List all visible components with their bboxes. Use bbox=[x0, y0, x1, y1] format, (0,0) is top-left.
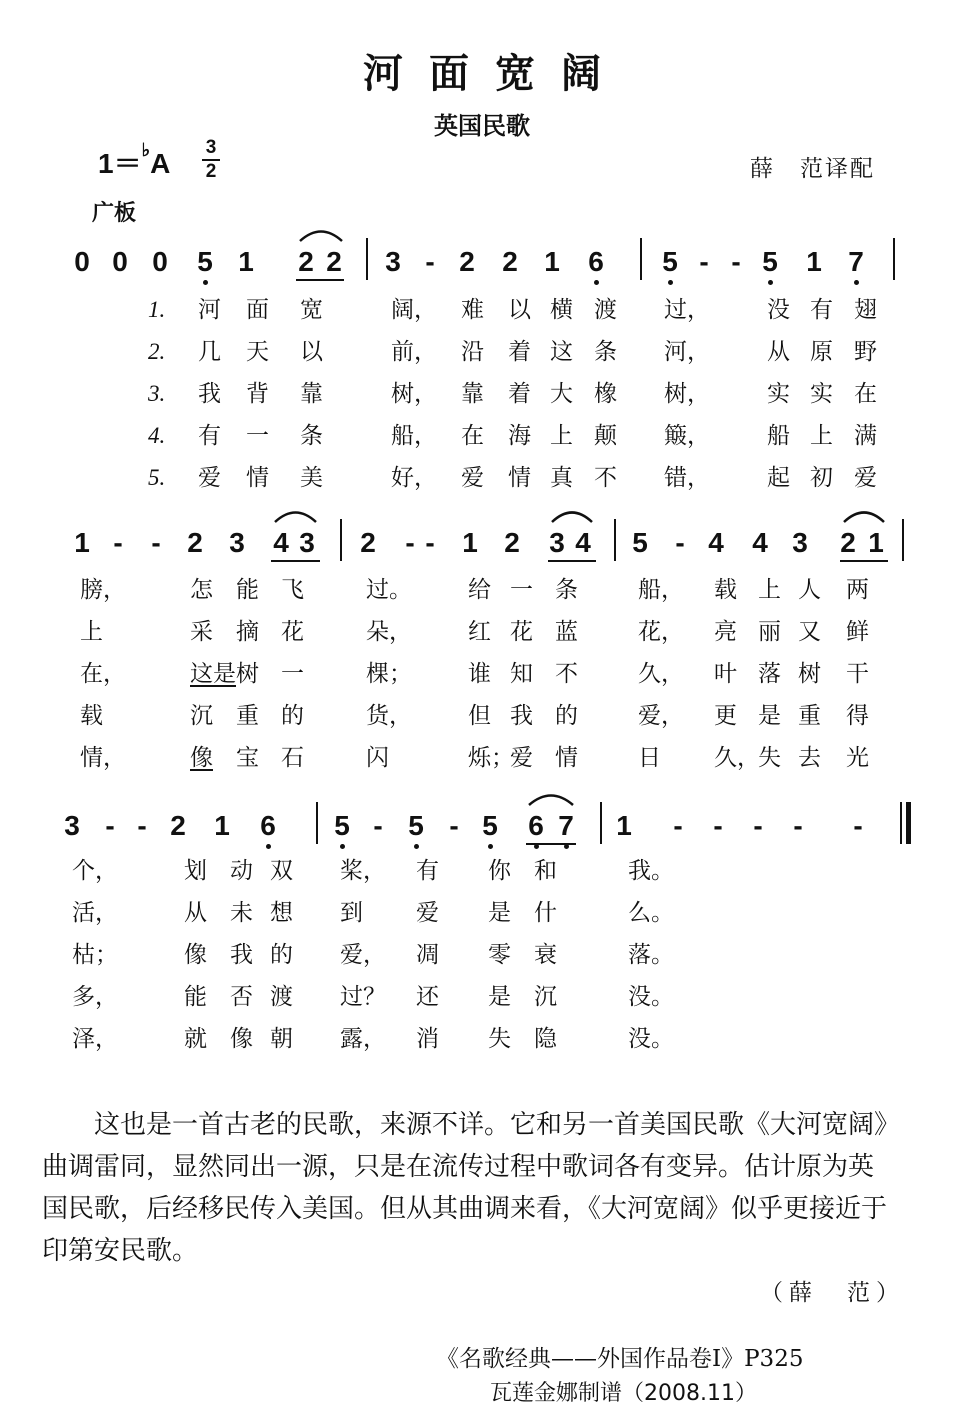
lyric-syllable: 朵， bbox=[366, 619, 412, 645]
lyric-syllable: 像 bbox=[190, 745, 213, 771]
lyric-syllable: 没。 bbox=[628, 1026, 674, 1052]
bar-line bbox=[366, 238, 368, 280]
lyric-syllable: 枯； bbox=[72, 942, 118, 968]
note: 2 bbox=[298, 246, 314, 277]
lyric-syllable: 好， bbox=[391, 465, 437, 491]
lyric-syllable: 像 bbox=[184, 942, 207, 968]
note: 7 bbox=[841, 246, 871, 278]
dash-note: - bbox=[425, 246, 435, 277]
time-bottom: 2 bbox=[205, 161, 217, 182]
lyric-syllable: 初 bbox=[810, 465, 833, 491]
lyric-syllable: 船， bbox=[638, 577, 684, 603]
lyric-syllable: 不 bbox=[555, 661, 578, 687]
note: 2 bbox=[170, 810, 186, 841]
lyric-syllable: 沿 bbox=[461, 339, 484, 365]
verse-number: 4. bbox=[148, 423, 166, 448]
note: 2 bbox=[459, 246, 475, 277]
note: 3 bbox=[64, 810, 80, 841]
lyric-syllable: 上 bbox=[810, 423, 833, 449]
note: 2 bbox=[187, 527, 203, 558]
note: 4 bbox=[575, 527, 591, 558]
lyric-syllable: 蓝 bbox=[555, 619, 578, 645]
note: 1 bbox=[462, 527, 478, 558]
lyric-syllable: 美 bbox=[300, 465, 323, 491]
slur-arc bbox=[273, 509, 318, 523]
note: 6 bbox=[253, 810, 283, 842]
lyric-syllable: 朝 bbox=[270, 1026, 293, 1052]
lyric-syllable: 颠 bbox=[594, 423, 617, 449]
key-prefix: 1＝ bbox=[98, 148, 142, 179]
lyric-syllable: 多， bbox=[72, 984, 118, 1010]
lyric-syllable: 的 bbox=[270, 942, 293, 968]
time-top: 3 bbox=[205, 137, 217, 158]
slur-arc bbox=[527, 792, 575, 806]
dash-note: - bbox=[675, 527, 685, 558]
note: 5 bbox=[401, 810, 431, 842]
lyric-syllable: 沉 bbox=[534, 984, 557, 1010]
lyric-syllable: 消 bbox=[416, 1026, 439, 1052]
dash-note: - bbox=[713, 810, 723, 841]
note: 5 bbox=[755, 246, 785, 278]
lyric-syllable: 载 bbox=[80, 703, 103, 729]
slur-arc bbox=[550, 509, 594, 523]
dash-note: - bbox=[151, 527, 161, 558]
lyric-syllable: 落。 bbox=[628, 942, 674, 968]
lyric-syllable: 花 bbox=[510, 619, 533, 645]
lyric-syllable: 是 bbox=[758, 703, 781, 729]
lyric-syllable: 实 bbox=[767, 381, 790, 407]
lyric-syllable: 光 bbox=[846, 745, 869, 771]
dash-note: - bbox=[137, 810, 147, 841]
lyric-syllable: 亮 bbox=[714, 619, 737, 645]
lyric-syllable: 在 bbox=[461, 423, 484, 449]
lyric-syllable: 从 bbox=[184, 900, 207, 926]
note: 0 bbox=[152, 246, 168, 277]
lyric-syllable: 背 bbox=[246, 381, 269, 407]
lyric-syllable: 你 bbox=[488, 858, 511, 884]
lyric-syllable: 飞 bbox=[281, 577, 304, 603]
lyric-syllable: 花 bbox=[281, 619, 304, 645]
note: 1 bbox=[806, 246, 822, 277]
lyric-syllable: 过？ bbox=[340, 984, 386, 1010]
verse-number: 2. bbox=[148, 339, 166, 364]
lyric-syllable: 泽， bbox=[72, 1026, 118, 1052]
lyric-syllable: 谁 bbox=[468, 661, 491, 687]
lyric-syllable: 未 bbox=[230, 900, 253, 926]
lyric-syllable: 靠 bbox=[300, 381, 323, 407]
lyric-syllable: 久， bbox=[714, 745, 760, 771]
note: 4 bbox=[708, 527, 724, 558]
lyric-syllable: 一 bbox=[281, 661, 304, 687]
lyric-syllable: 动 bbox=[230, 858, 253, 884]
lyric-syllable: 怎 bbox=[190, 577, 213, 603]
lyric-syllable: 不 bbox=[594, 465, 617, 491]
lyric-syllable: 上 bbox=[80, 619, 103, 645]
lyric-syllable: 真 bbox=[550, 465, 573, 491]
lyric-syllable: 大 bbox=[550, 381, 573, 407]
note: 5 bbox=[190, 246, 220, 278]
lyric-syllable: 桨， bbox=[340, 858, 386, 884]
lyric-syllable: 像 bbox=[230, 1026, 253, 1052]
lyric-syllable: 爱 bbox=[510, 745, 533, 771]
lyric-syllable: 划 bbox=[184, 858, 207, 884]
note: 1 bbox=[868, 527, 884, 558]
lyric-syllable: 簸， bbox=[664, 423, 710, 449]
lyric-syllable: 树， bbox=[391, 381, 437, 407]
lyric-syllable: 情 bbox=[508, 465, 531, 491]
lyric-syllable: 载 bbox=[714, 577, 737, 603]
lyric-syllable: 横 bbox=[550, 297, 573, 323]
lyric-syllable: 爱 bbox=[198, 465, 221, 491]
note: 1 bbox=[544, 246, 560, 277]
note: 3 bbox=[229, 527, 245, 558]
note: 3 bbox=[299, 527, 315, 558]
lyric-syllable: 否 bbox=[230, 984, 253, 1010]
lyric-syllable: 干 bbox=[846, 661, 869, 687]
note: 2 bbox=[326, 246, 342, 277]
lyric-syllable: 有 bbox=[198, 423, 221, 449]
lyric-syllable: 我 bbox=[198, 381, 221, 407]
bar-line bbox=[902, 519, 904, 561]
slur-arc bbox=[842, 509, 886, 523]
lyric-syllable: 海 bbox=[508, 423, 531, 449]
lyric-syllable: 一 bbox=[510, 577, 533, 603]
lyric-syllable: 宽 bbox=[300, 297, 323, 323]
final-bar-line bbox=[900, 802, 902, 844]
note: 1 bbox=[214, 810, 230, 841]
lyric-syllable: 个， bbox=[72, 858, 118, 884]
lyric-syllable: 久， bbox=[638, 661, 684, 687]
lyric-syllable: 错， bbox=[664, 465, 710, 491]
verse-number: 1. bbox=[148, 297, 166, 322]
lyric-syllable: 重 bbox=[798, 703, 821, 729]
lyric-syllable: 前， bbox=[391, 339, 437, 365]
translator-credit: 薛 范译配 bbox=[750, 156, 875, 182]
lyric-syllable: 就 bbox=[184, 1026, 207, 1052]
lyric-syllable: 情 bbox=[246, 465, 269, 491]
lyric-syllable: 树 bbox=[236, 661, 259, 687]
commentary bbox=[42, 1104, 897, 1272]
dash-note: - bbox=[753, 810, 763, 841]
lyric-syllable: 两 bbox=[846, 577, 869, 603]
note: 7 bbox=[551, 810, 581, 842]
lyric-syllable: 活， bbox=[72, 900, 118, 926]
dash-note: - bbox=[405, 527, 415, 558]
dash-note: - bbox=[853, 810, 863, 841]
lyric-syllable: 能 bbox=[236, 577, 259, 603]
lyric-syllable: 但 bbox=[468, 703, 491, 729]
dash-note: - bbox=[449, 810, 459, 841]
lyric-syllable: 以 bbox=[300, 339, 323, 365]
lyric-syllable: 露， bbox=[340, 1026, 386, 1052]
note: 2 bbox=[504, 527, 520, 558]
lyric-syllable: 靠 bbox=[461, 381, 484, 407]
lyric-syllable: 去 bbox=[798, 745, 821, 771]
verse-number: 5. bbox=[148, 465, 166, 490]
lyric-syllable: 货， bbox=[366, 703, 412, 729]
note: 5 bbox=[655, 246, 685, 278]
final-bar-line-thick bbox=[906, 802, 911, 844]
lyric-syllable: 我 bbox=[230, 942, 253, 968]
lyric-syllable: 在， bbox=[80, 661, 126, 687]
dash-note: - bbox=[673, 810, 683, 841]
note: 2 bbox=[360, 527, 376, 558]
lyric-syllable: 隐 bbox=[534, 1026, 557, 1052]
eighth-underline bbox=[271, 560, 320, 562]
dash-note: - bbox=[113, 527, 123, 558]
lyric-syllable: 闪 bbox=[366, 745, 389, 771]
lyric-syllable: 这 bbox=[550, 339, 573, 365]
lyric-syllable: 爱， bbox=[638, 703, 684, 729]
note: 0 bbox=[74, 246, 90, 277]
lyric-syllable: 我。 bbox=[628, 858, 674, 884]
lyric-syllable: 衰 bbox=[534, 942, 557, 968]
lyric-syllable: 船 bbox=[767, 423, 790, 449]
bar-line bbox=[640, 238, 642, 280]
lyric-syllable: 着 bbox=[508, 381, 531, 407]
lyric-syllable: 鲜 bbox=[846, 619, 869, 645]
lyric-syllable: 着 bbox=[508, 339, 531, 365]
lyric-syllable: 的 bbox=[555, 703, 578, 729]
lyric-syllable: 得 bbox=[846, 703, 869, 729]
lyric-syllable: 野 bbox=[854, 339, 877, 365]
lyric-syllable: 能 bbox=[184, 984, 207, 1010]
lyric-syllable: 宝 bbox=[236, 745, 259, 771]
lyric-syllable: 失 bbox=[758, 745, 781, 771]
lyric-syllable: 双 bbox=[270, 858, 293, 884]
lyric-syllable: 没。 bbox=[628, 984, 674, 1010]
eighth-underline bbox=[840, 560, 888, 562]
source-citation: 《名歌经典——外国作品卷Ⅰ》P325 bbox=[436, 1346, 804, 1372]
lyric-syllable: 上 bbox=[550, 423, 573, 449]
lyric-syllable: 过， bbox=[664, 297, 710, 323]
note: 3 bbox=[385, 246, 401, 277]
lyric-syllable: 到 bbox=[340, 900, 363, 926]
lyric-syllable: 花， bbox=[638, 619, 684, 645]
lyric-syllable: 船， bbox=[391, 423, 437, 449]
lyric-syllable: 零 bbox=[488, 942, 511, 968]
dash-note: - bbox=[793, 810, 803, 841]
note: 5 bbox=[327, 810, 357, 842]
lyric-syllable: 情 bbox=[555, 745, 578, 771]
lyric-syllable: 满 bbox=[854, 423, 877, 449]
lyric-syllable: 是 bbox=[488, 900, 511, 926]
dash-note: - bbox=[699, 246, 709, 277]
lyric-syllable: 爱 bbox=[461, 465, 484, 491]
lyric-syllable: 烁； bbox=[468, 745, 514, 771]
lyric-syllable: 和 bbox=[534, 858, 557, 884]
note: 0 bbox=[112, 246, 128, 277]
key-note: A bbox=[150, 148, 171, 179]
bar-line bbox=[316, 802, 318, 844]
lyric-syllable: 渡 bbox=[270, 984, 293, 1010]
bar-line bbox=[340, 519, 342, 561]
eighth-underline bbox=[548, 560, 596, 562]
note: 6 bbox=[581, 246, 611, 278]
lyric-syllable: 在 bbox=[854, 381, 877, 407]
lyric-syllable: 么。 bbox=[628, 900, 674, 926]
note: 1 bbox=[616, 810, 632, 841]
slur-arc bbox=[298, 228, 344, 242]
bar-line bbox=[893, 238, 895, 280]
lyric-syllable: 更 bbox=[714, 703, 737, 729]
note: 2 bbox=[840, 527, 856, 558]
lyric-syllable: 给 bbox=[468, 577, 491, 603]
lyric-syllable: 叶 bbox=[714, 661, 737, 687]
commentary-paragraph: 这也是一首古老的民歌，来源不详。它和另一首美国民歌《大河宽阔》曲调雷同，显然同出一源，只是在流传过程中歌词各有变异。估计原为英国民歌，后经移民传入美国。但从其曲调来看，《大河宽阔》似乎更接近于印第安民歌。 bbox=[42, 1110, 888, 1266]
note: 6 bbox=[521, 810, 551, 842]
dash-note: - bbox=[731, 246, 741, 277]
lyric-syllable: 的 bbox=[281, 703, 304, 729]
lyric-syllable: 沉 bbox=[190, 703, 213, 729]
lyric-syllable: 又 bbox=[798, 619, 821, 645]
lyric-syllable: 石 bbox=[281, 745, 304, 771]
lyric-syllable: 一 bbox=[246, 423, 269, 449]
lyric-syllable: 原 bbox=[810, 339, 833, 365]
dash-note: - bbox=[425, 527, 435, 558]
note: 3 bbox=[792, 527, 808, 558]
song-origin: 英国民歌 bbox=[434, 112, 530, 140]
lyric-syllable: 红 bbox=[468, 619, 491, 645]
lyric-syllable: 重 bbox=[236, 703, 259, 729]
lyric-syllable: 起 bbox=[767, 465, 790, 491]
lyric-syllable: 天 bbox=[246, 339, 269, 365]
lyric-syllable: 爱 bbox=[854, 465, 877, 491]
lyric-syllable: 有 bbox=[810, 297, 833, 323]
lyric-syllable: 以 bbox=[508, 297, 531, 323]
song-title: 河面宽阔 bbox=[363, 51, 627, 97]
note: 3 bbox=[549, 527, 565, 558]
note: 4 bbox=[752, 527, 768, 558]
lyric-syllable: 实 bbox=[810, 381, 833, 407]
lyric-syllable: 爱 bbox=[416, 900, 439, 926]
lyric-syllable: 有 bbox=[416, 858, 439, 884]
lyric-syllable: 橡 bbox=[594, 381, 617, 407]
lyric-syllable: 条 bbox=[594, 339, 617, 365]
bar-line bbox=[600, 802, 602, 844]
lyric-syllable: 树 bbox=[798, 661, 821, 687]
tempo-marking: 广板 bbox=[92, 201, 137, 226]
lyric-syllable: 条 bbox=[300, 423, 323, 449]
lyric-syllable: 凋 bbox=[416, 942, 439, 968]
lyric-syllable: 棵； bbox=[366, 661, 412, 687]
lyric-syllable: 过。 bbox=[366, 577, 412, 603]
lyric-syllable: 渡 bbox=[594, 297, 617, 323]
lyric-syllable: 失 bbox=[488, 1026, 511, 1052]
lyric-syllable: 河 bbox=[198, 297, 221, 323]
lyric-syllable: 我 bbox=[510, 703, 533, 729]
note: 1 bbox=[74, 527, 90, 558]
lyric-syllable: 还 bbox=[416, 984, 439, 1010]
lyric-syllable: 树， bbox=[664, 381, 710, 407]
dash-note: - bbox=[373, 810, 383, 841]
lyric-syllable: 摘 bbox=[236, 619, 259, 645]
lyric-syllable: 爱， bbox=[340, 942, 386, 968]
lyric-syllable: 没 bbox=[767, 297, 790, 323]
lyric-syllable: 日 bbox=[638, 745, 661, 771]
lyric-syllable: 上 bbox=[758, 577, 781, 603]
lyric-syllable: 从 bbox=[767, 339, 790, 365]
lyric-syllable: 是 bbox=[488, 984, 511, 1010]
lyric-syllable: 这是 bbox=[190, 661, 236, 687]
note: 2 bbox=[502, 246, 518, 277]
lyric-syllable: 几 bbox=[198, 339, 221, 365]
lyric-syllable: 人 bbox=[798, 577, 821, 603]
note: 5 bbox=[475, 810, 505, 842]
note: 4 bbox=[273, 527, 289, 558]
lyric-syllable: 阔， bbox=[391, 297, 437, 323]
lyric-syllable: 条 bbox=[555, 577, 578, 603]
lyric-syllable: 知 bbox=[510, 661, 533, 687]
eighth-underline bbox=[296, 279, 344, 281]
lyric-syllable: 河， bbox=[664, 339, 710, 365]
lyric-syllable: 采 bbox=[190, 619, 213, 645]
lyric-syllable: 翅 bbox=[854, 297, 877, 323]
eighth-underline bbox=[526, 843, 576, 845]
lyric-syllable: 面 bbox=[246, 297, 269, 323]
lyric-syllable: 难 bbox=[461, 297, 484, 323]
lyric-syllable: 膀， bbox=[80, 577, 126, 603]
lyric-syllable: 什 bbox=[534, 900, 557, 926]
note: 5 bbox=[632, 527, 648, 558]
note: 1 bbox=[238, 246, 254, 277]
flat-sign: ♭ bbox=[141, 140, 151, 160]
lyric-syllable: 想 bbox=[270, 900, 293, 926]
score-maker: 瓦莲金娜制谱（2008.11） bbox=[490, 1381, 757, 1406]
verse-number: 3. bbox=[148, 381, 166, 406]
lyric-syllable: 情， bbox=[80, 745, 126, 771]
bar-line bbox=[614, 519, 616, 561]
commentary-signature: （薛 范） bbox=[760, 1280, 905, 1306]
dash-note: - bbox=[105, 810, 115, 841]
lyric-syllable: 丽 bbox=[758, 619, 781, 645]
lyric-syllable: 落 bbox=[758, 661, 781, 687]
